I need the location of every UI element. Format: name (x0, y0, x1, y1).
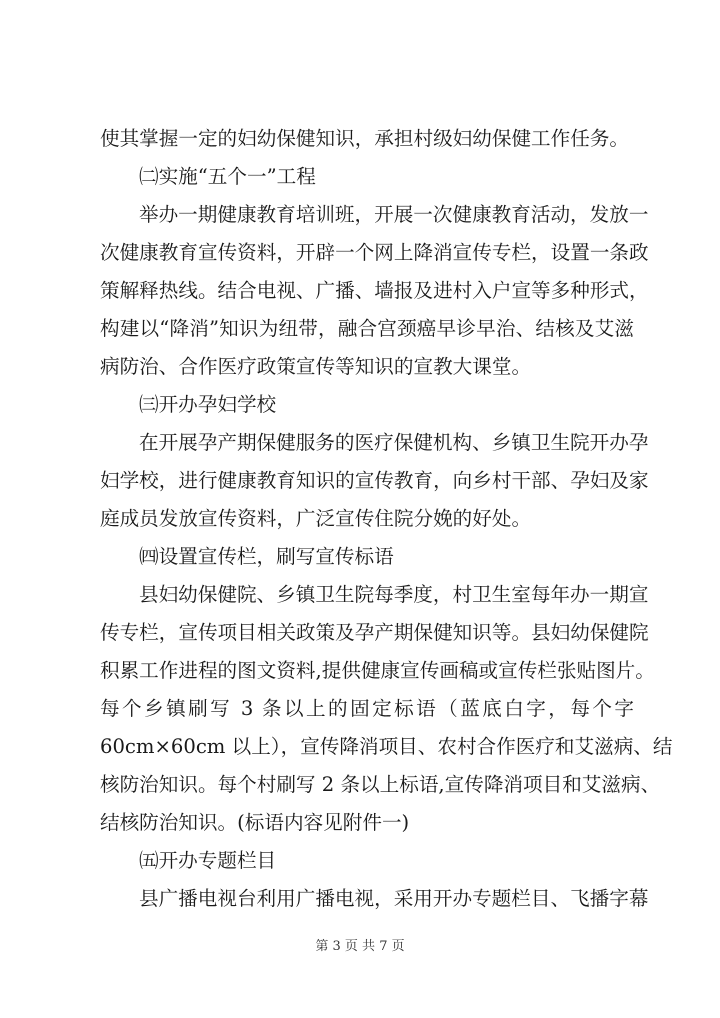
paragraph-line: 病防治、合作医疗政策宣传等知识的宣教大课堂。 (100, 355, 532, 378)
paragraph-line: 在开展孕产期保健服务的医疗保健机构、乡镇卫生院开办孕 (139, 431, 649, 454)
paragraph-line: 举办一期健康教育培训班，开展一次健康教育活动，发放一 (139, 203, 649, 226)
section-heading: ㈣设置宣传栏，刷写宣传标语 (139, 545, 394, 568)
paragraph-line: 积累工作进程的图文资料,提供健康宣传画稿或宣传栏张贴图片。 (100, 659, 655, 682)
paragraph-line: 使其掌握一定的妇幼保健知识，承担村级妇幼保健工作任务。 (100, 127, 630, 150)
paragraph-line: 次健康教育宣传资料，开辟一个网上降消宣传专栏，设置一条政 (100, 241, 649, 264)
section-heading: ㈡实施“五个一”工程 (139, 165, 316, 188)
document-body (100, 127, 673, 925)
paragraph-line: 妇学校，进行健康教育知识的宣传教育，向乡村干部、孕妇及家 (100, 469, 649, 492)
paragraph-line: 县妇幼保健院、乡镇卫生院每季度，村卫生室每年办一期宣 (139, 583, 649, 606)
paragraph-line: 结核防治知识。(标语内容见附件一) (100, 811, 410, 834)
page-number-footer: 第 3 页 共 7 页 (315, 939, 405, 954)
paragraph-line: 庭成员发放宣传资料，广泛宣传住院分娩的好处。 (100, 507, 532, 530)
paragraph-line: 传专栏，宣传项目相关政策及孕产期保健知识等。县妇幼保健院 (100, 621, 649, 644)
paragraph-line: 60cm×60cm 以上），宣传降消项目、农村合作医疗和艾滋病、结 (100, 735, 673, 758)
section-heading: ㈢开办孕妇学校 (139, 393, 277, 416)
paragraph-line: 构建以“降消”知识为纽带，融合宫颈癌早诊早治、结核及艾滋 (100, 317, 634, 340)
paragraph-line: 每个乡镇刷写 3 条以上的固定标语（蓝底白字，每个字 (100, 697, 634, 720)
section-heading: ㈤开办专题栏目 (139, 849, 277, 872)
paragraph-line: 策解释热线。结合电视、广播、墙报及进村入户宣等多种形式， (100, 279, 649, 302)
paragraph-line: 县广播电视台利用广播电视，采用开办专题栏目、飞播字幕 (139, 887, 649, 910)
paragraph-line: 核防治知识。每个村刷写 2 条以上标语,宣传降消项目和艾滋病、 (100, 773, 661, 796)
